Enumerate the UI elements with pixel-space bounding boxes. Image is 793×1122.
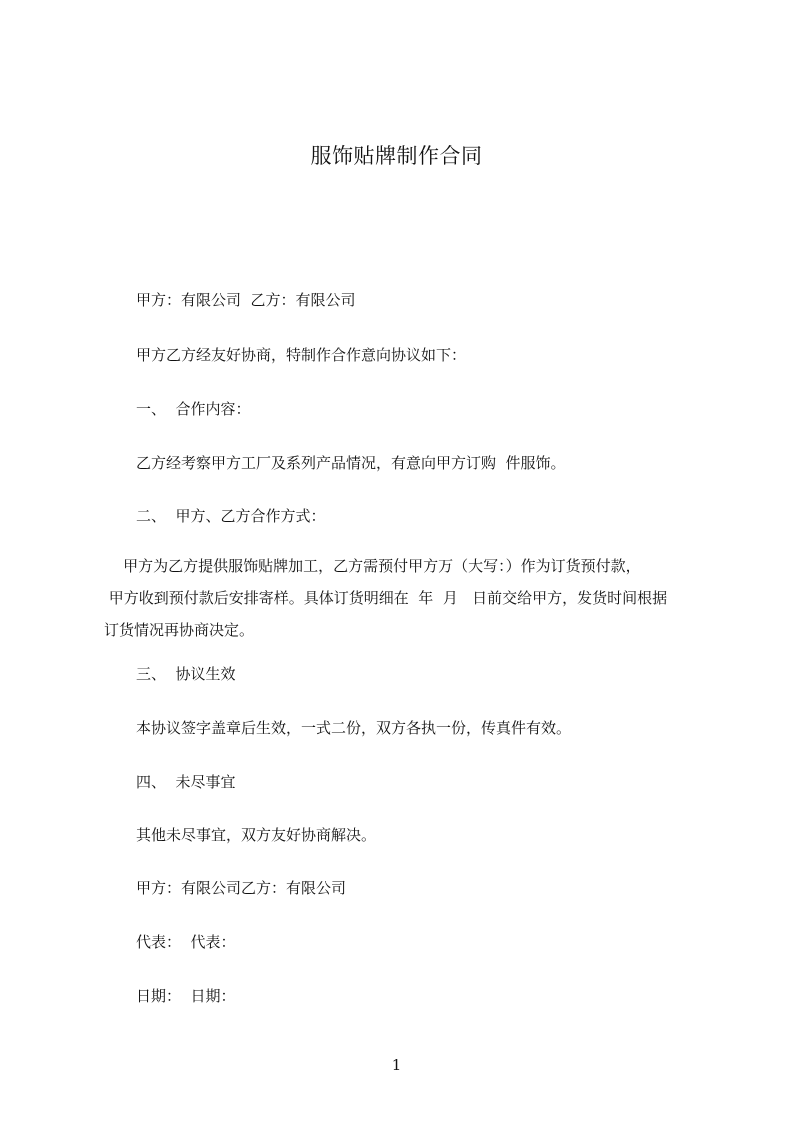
page-number: 1 [391, 1056, 402, 1074]
document-title: 服饰贴牌制作合同 [310, 144, 483, 168]
section-2-line-2: 甲方收到预付款后安排寄样。具体订货明细在 年 月 日前交给甲方，发货时间根据 [104, 589, 668, 607]
parties-line: 甲方：有限公司 乙方：有限公司 [136, 291, 356, 309]
section-1-content: 乙方经考察甲方工厂及系列产品情况，有意向甲方订购 件服饰。 [136, 454, 566, 472]
section-2-line-3: 订货情况再协商决定。 [104, 621, 255, 639]
section-4-heading: 四、 未尽事宜 [136, 773, 236, 791]
signature-representatives: 代表： 代表： [136, 933, 236, 951]
section-2-line-1: 甲方为乙方提供服饰贴牌加工，乙方需预付甲方万（大写：）作为订货预付款， [104, 557, 641, 575]
signature-dates: 日期： 日期： [136, 987, 236, 1005]
section-4-content: 其他未尽事宜，双方友好协商解决。 [136, 826, 377, 844]
section-2-heading: 二、 甲方、乙方合作方式： [136, 507, 326, 525]
section-3-content: 本协议签字盖章后生效，一式二份，双方各执一份，传真件有效。 [136, 719, 572, 737]
signature-parties: 甲方：有限公司乙方：有限公司 [136, 879, 347, 897]
section-1-heading: 一、 合作内容： [136, 400, 251, 418]
intro-line: 甲方乙方经友好协商，特制作合作意向协议如下： [136, 346, 467, 364]
section-3-heading: 三、 协议生效 [136, 665, 236, 683]
section-2-paragraph [104, 550, 694, 646]
